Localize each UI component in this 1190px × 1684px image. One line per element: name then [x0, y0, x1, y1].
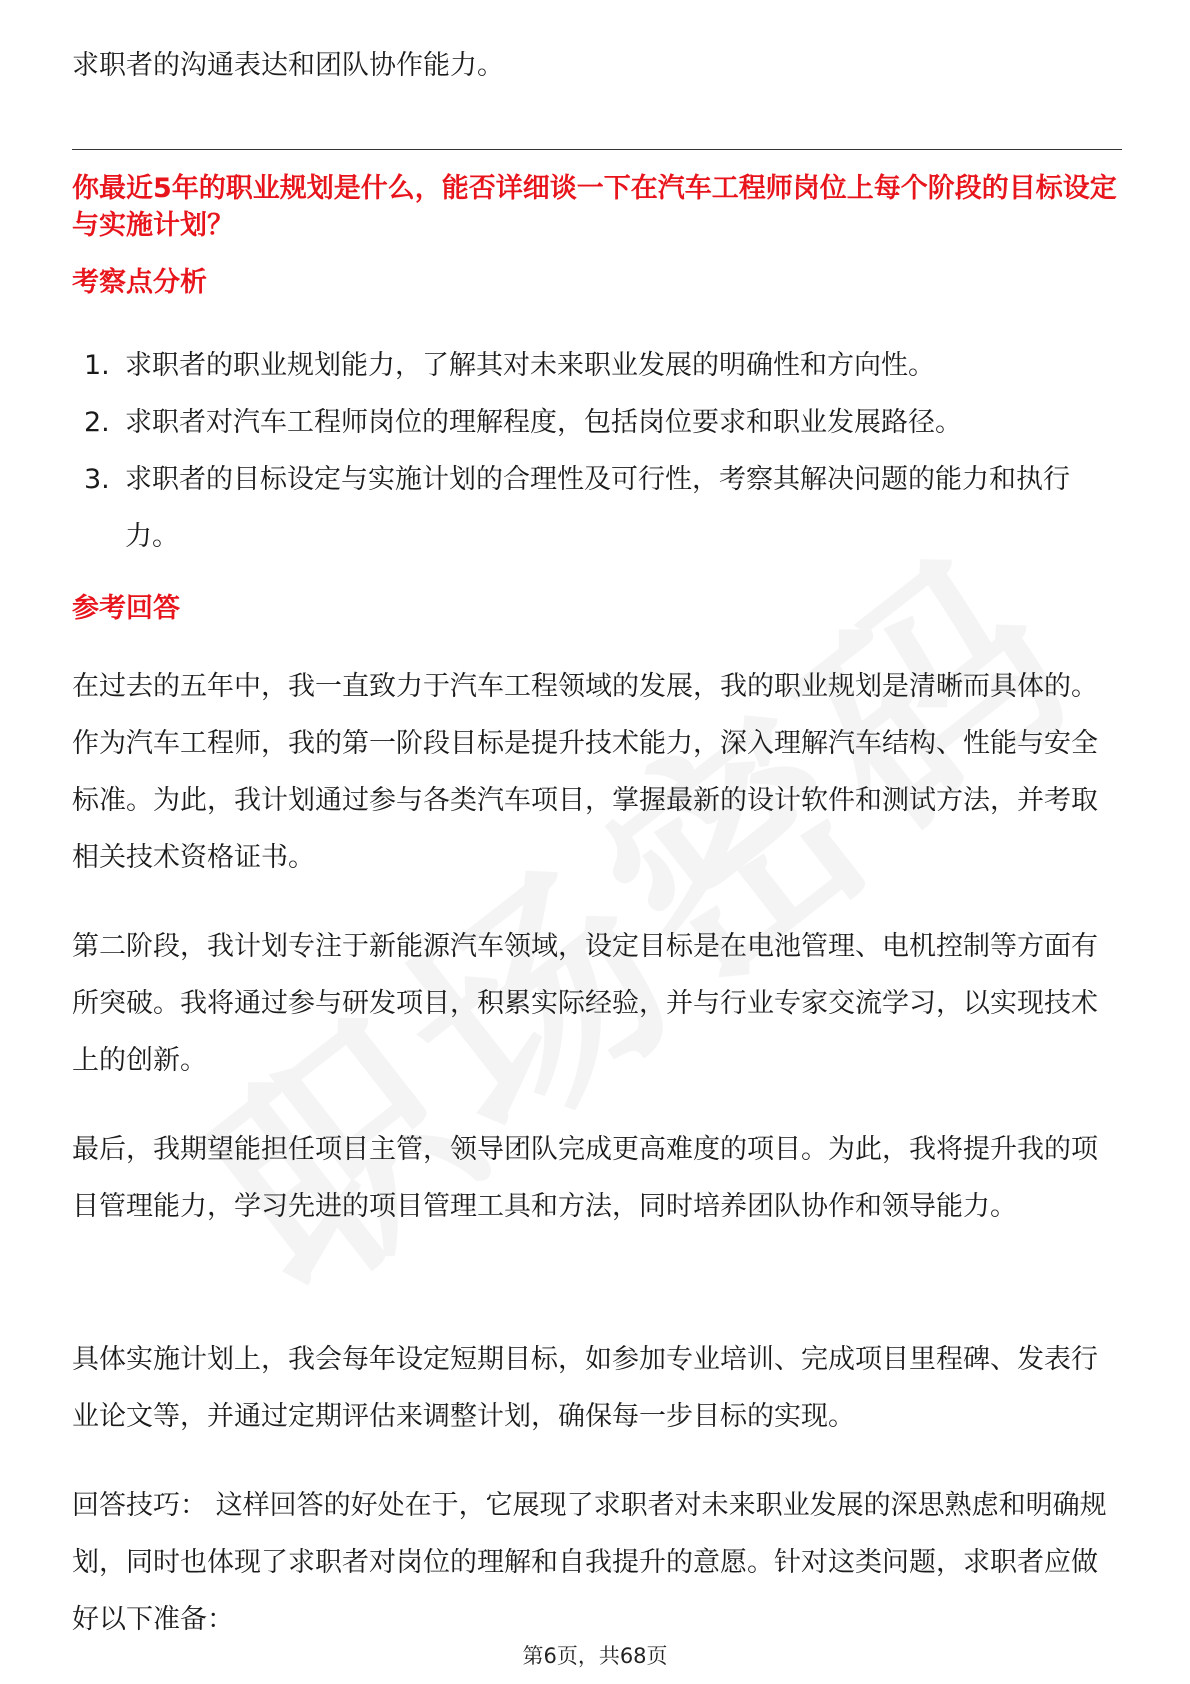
analysis-item-number: 1. [84, 350, 110, 381]
analysis-item [72, 337, 1122, 394]
previous-section-tail: 求职者的沟通表达和团队协作能力。 [72, 50, 504, 81]
answer-paragraph: 在过去的五年中，我一直致力于汽车工程领域的发展，我的职业规划是清晰而具体的。作为汽车工程师，我的第一阶段目标是提升技术能力，深入理解汽车结构、性能与安全标准。为此，我计划通过参与各类汽车项目，掌握最新的设计软件和测试方法，并考取相关技术资格证书。 [72, 671, 1098, 873]
answer-paragraph: 最后，我期望能担任项目主管，领导团队完成更高难度的项目。为此，我将提升我的项目管理能力，学习先进的项目管理工具和方法，同时培养团队协作和领导能力。 [72, 1134, 1098, 1222]
analysis-item-number: 3. [84, 464, 110, 495]
section-divider [72, 149, 1122, 150]
analysis-heading: 考察点分析 [72, 267, 207, 298]
answer-paragraph: 具体实施计划上，我会每年设定短期目标，如参加专业培训、完成项目里程碑、发表行业论文等，并通过定期评估来调整计划，确保每一步目标的实现。 [72, 1344, 1098, 1432]
answer-tips-paragraph: 回答技巧： 这样回答的好处在于，它展现了求职者对未来职业发展的深思熟虑和明确规划，同时也体现了求职者对岗位的理解和自我提升的意愿。针对这类问题，求职者应做好以下准备： [72, 1490, 1107, 1635]
analysis-item-text: 求职者的职业规划能力，了解其对未来职业发展的明确性和方向性。 [125, 350, 935, 381]
analysis-item-number: 2. [84, 407, 110, 438]
answer-heading: 参考回答 [72, 593, 180, 624]
page-number-footer: 第6页，共68页 [522, 1644, 668, 1668]
analysis-item [72, 451, 1122, 565]
interview-question: 你最近5年的职业规划是什么，能否详细谈一下在汽车工程师岗位上每个阶段的目标设定与实施计划？ [72, 173, 1117, 241]
analysis-item-text: 求职者对汽车工程师岗位的理解程度，包括岗位要求和职业发展路径。 [125, 407, 962, 438]
analysis-list [72, 337, 1122, 565]
analysis-item [72, 394, 1122, 451]
analysis-item-text: 求职者的目标设定与实施计划的合理性及可行性，考察其解决问题的能力和执行力。 [125, 464, 1070, 552]
answer-paragraph: 第二阶段，我计划专注于新能源汽车领域，设定目标是在电池管理、电机控制等方面有所突破。我将通过参与研发项目，积累实际经验，并与行业专家交流学习，以实现技术上的创新。 [72, 931, 1098, 1076]
